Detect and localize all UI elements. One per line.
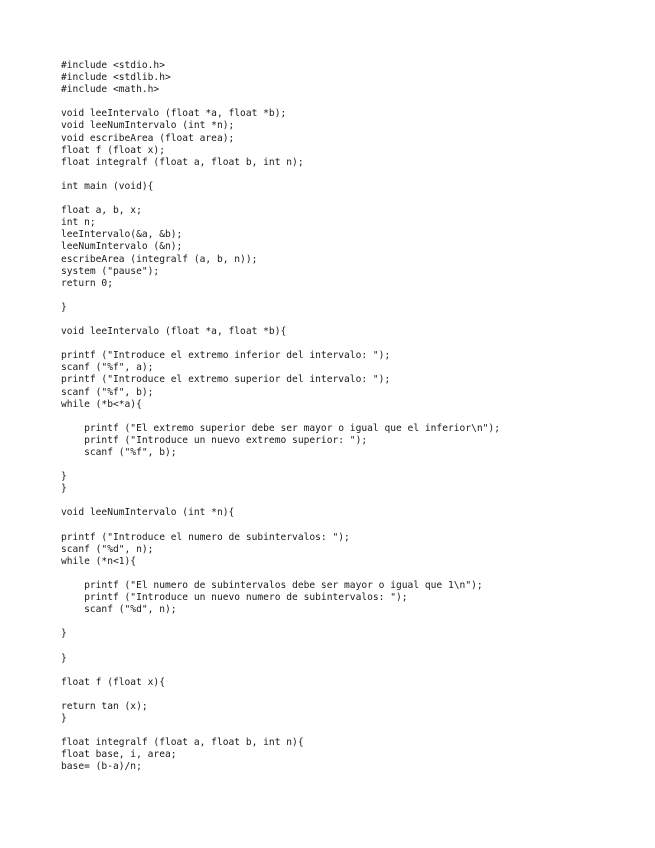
code-line: return tan (x); [61,700,148,712]
code-line: } [61,483,67,495]
code-line: leeNumIntervalo (&n); [61,241,183,253]
code-line [61,338,500,350]
code-line [61,290,500,302]
code-line [61,568,500,580]
code-line: } [61,713,67,725]
code-line: while (*b<*a){ [61,398,142,410]
code-line [61,616,500,628]
code-line: scanf ("%d", n); [61,604,177,616]
code-line [61,193,500,205]
code-line [61,314,500,326]
code-listing [61,60,500,774]
code-line: float base, i, area; [61,749,177,761]
code-line: float f (float x); [61,144,165,156]
code-line: printf ("El numero de subintervalos debe ser mayor o igual que 1\n"); [61,580,483,592]
code-line: printf ("Introduce el extremo inferior del intervalo: "); [61,350,391,362]
code-line [61,169,500,181]
code-line: } [61,628,67,640]
code-line [61,641,500,653]
code-line: } [61,301,67,313]
code-line: base= (b-a)/n; [61,761,142,773]
code-line: leeIntervalo(&a, &b); [61,229,183,241]
code-line: float integralf (float a, float b, int n); [61,156,304,168]
code-line: float integralf (float a, float b, int n){ [61,737,304,749]
code-line: scanf ("%f", b); [61,447,177,458]
code-line [61,96,500,108]
code-line: scanf ("%d", n); [61,543,154,555]
code-line [61,725,500,737]
code-line: printf ("Introduce el extremo superior del intervalo: "); [61,374,391,386]
code-line: escribeArea (integralf (a, b, n)); [61,253,258,265]
code-line: } [61,652,67,664]
code-line: return 0; [61,277,113,289]
code-line: void leeIntervalo (float *a, float *b){ [61,326,287,338]
code-line: } [61,471,67,483]
code-line [61,459,500,471]
code-line: scanf ("%f", b); [61,386,154,398]
code-line: printf ("Introduce un nuevo extremo superior: "); [61,434,368,446]
code-line [61,411,500,423]
code-line: void leeIntervalo (float *a, float *b); [61,108,287,120]
code-line [61,665,500,677]
code-line: #include <stdio.h> [61,60,165,71]
code-line: system ("pause"); [61,265,160,277]
code-line [61,495,500,507]
code-line: float f (float x){ [61,676,165,688]
code-line: #include <math.h> [61,84,160,96]
code-line: void escribeArea (float area); [61,132,235,144]
code-line: printf ("Introduce el numero de subintervalos: "); [61,531,350,543]
code-line: printf ("El extremo superior debe ser mayor o igual que el inferior\n"); [61,422,500,434]
code-line: int n; [61,217,96,229]
code-line: scanf ("%f", a); [61,362,154,374]
code-line [61,689,500,701]
code-line: float a, b, x; [61,205,142,217]
code-line: #include <stdlib.h> [61,72,171,84]
code-line [61,520,500,532]
code-line: void leeNumIntervalo (int *n); [61,120,235,132]
code-line: void leeNumIntervalo (int *n){ [61,507,235,519]
code-line: printf ("Introduce un nuevo numero de subintervalos: "); [61,592,408,604]
code-line: int main (void){ [61,180,154,192]
code-line: while (*n<1){ [61,555,137,567]
